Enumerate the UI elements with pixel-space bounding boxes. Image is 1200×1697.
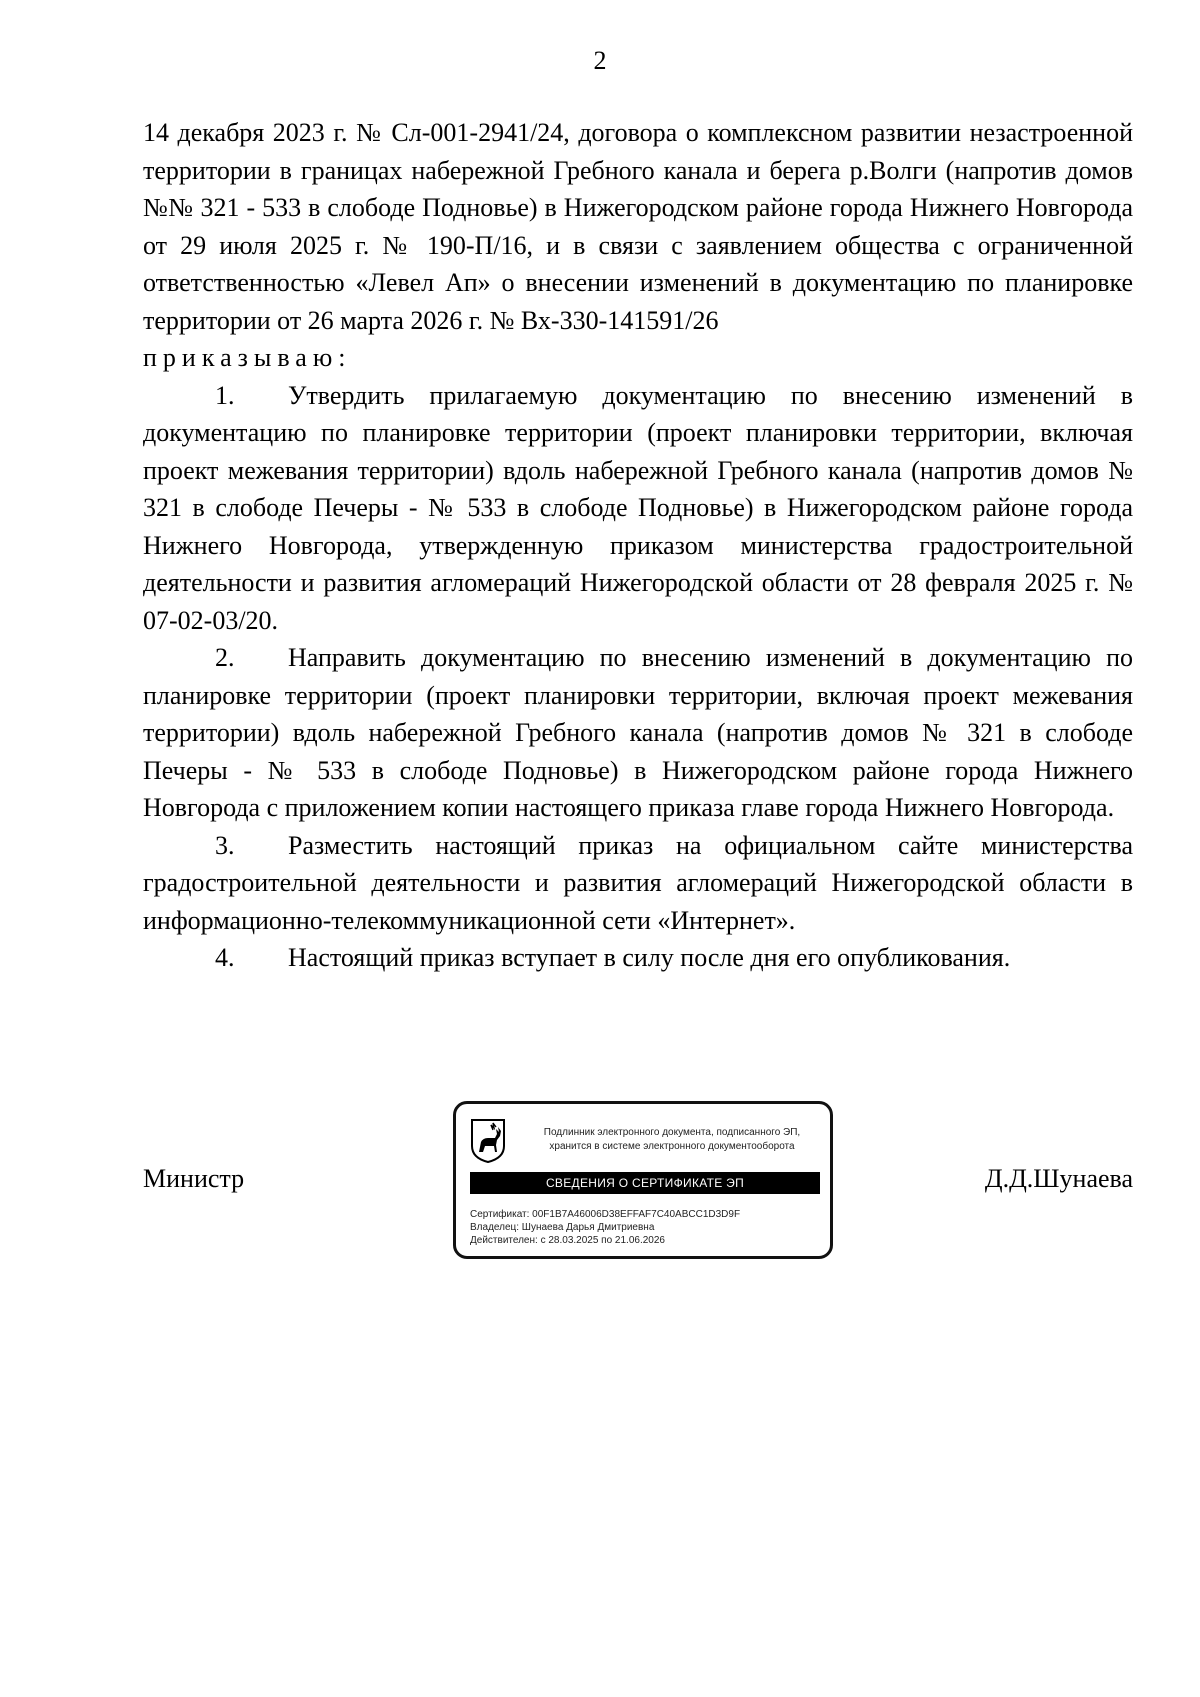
order-item-text: Настоящий приказ вступает в силу после дня его опубликования.	[288, 943, 1011, 972]
certificate-owner: Владелец: Шунаева Дарья Дмитриевна	[470, 1222, 655, 1233]
intro-paragraph: 14 декабря 2023 г. № Сл-001-2941/24, договора о комплексном развитии незастроенной территории в границах набережной Гребного канала и берега р.Волги (напротив домов №№ 321 - 533 в слободе Подновье) в Нижегородском районе города Нижнего Новгорода от 29 июля 2025 г. № 190-П/16, и в связи с заявлением общества с ограниченной ответственностью «Левел Ап» о внесении изменений в документацию по планировке территории от 26 марта 2026 г. № Вх-330-141591/26	[143, 118, 1133, 335]
order-item-text: Утвердить прилагаемую документацию по внесению изменений в документацию по планировке территории (проект планировки территории, включая проект межевания территории) вдоль набережной Гребного канала (напротив домов № 321 в слободе Печеры - № 533 в слободе Подновье) в Нижегородском районе города Нижнего Новгорода, утвержденную приказом министерства градостроительной деятельности и развития агломераций Нижегородской области от 28 февраля 2025 г. № 07-02-03/20.	[143, 380, 1133, 635]
order-word: приказываю:	[143, 343, 352, 372]
coat-of-arms-icon	[470, 1118, 506, 1164]
page-number: 2	[593, 46, 607, 75]
order-item-4	[143, 939, 1133, 977]
order-item-2	[143, 639, 1133, 827]
electronic-signature-stamp	[453, 1101, 833, 1259]
stamp-title-bar: СВЕДЕНИЯ О СЕРТИФИКАТЕ ЭП	[470, 1172, 820, 1194]
stamp-header-line: хранится в системе электронного документооборота	[549, 1141, 795, 1152]
order-item-3	[143, 827, 1133, 940]
certificate-validity: Действителен: с 28.03.2025 по 21.06.2026	[470, 1235, 665, 1246]
order-item-number: 3.	[215, 830, 235, 860]
order-item-number: 2.	[215, 643, 235, 672]
order-item-text: Разместить настоящий приказ на официальном сайте министерства градостроительной деятельности и развития агломераций Нижегородской области в информационно-телекоммуникационной сети «Интернет».	[143, 830, 1133, 935]
signatory-position: Министр	[143, 1164, 245, 1193]
order-item-text: Направить документацию по внесению изменений в документацию по планировке территории (проект планировки территории, включая проект межевания территории) вдоль набережной Гребного канала (напротив домов № 321 в слободе Печеры - № 533 в слободе Подновье) в Нижегородском районе города Нижнего Новгорода с приложением копии настоящего приказа главе города Нижнего Новгорода.	[143, 643, 1133, 822]
order-item-1	[143, 377, 1133, 640]
document-body	[143, 114, 1133, 977]
signatory-name: Д.Д.Шунаева	[984, 1164, 1133, 1193]
stamp-header	[520, 1126, 824, 1154]
certificate-number: Сертификат: 00F1B7A46006D38EFFAF7C40ABCC1D3D9F	[470, 1209, 741, 1220]
order-item-number: 1.	[215, 380, 235, 410]
certificate-details	[470, 1208, 740, 1247]
stamp-header-line: Подлинник электронного документа, подписанного ЭП,	[543, 1127, 801, 1138]
order-item-number: 4.	[215, 943, 235, 972]
